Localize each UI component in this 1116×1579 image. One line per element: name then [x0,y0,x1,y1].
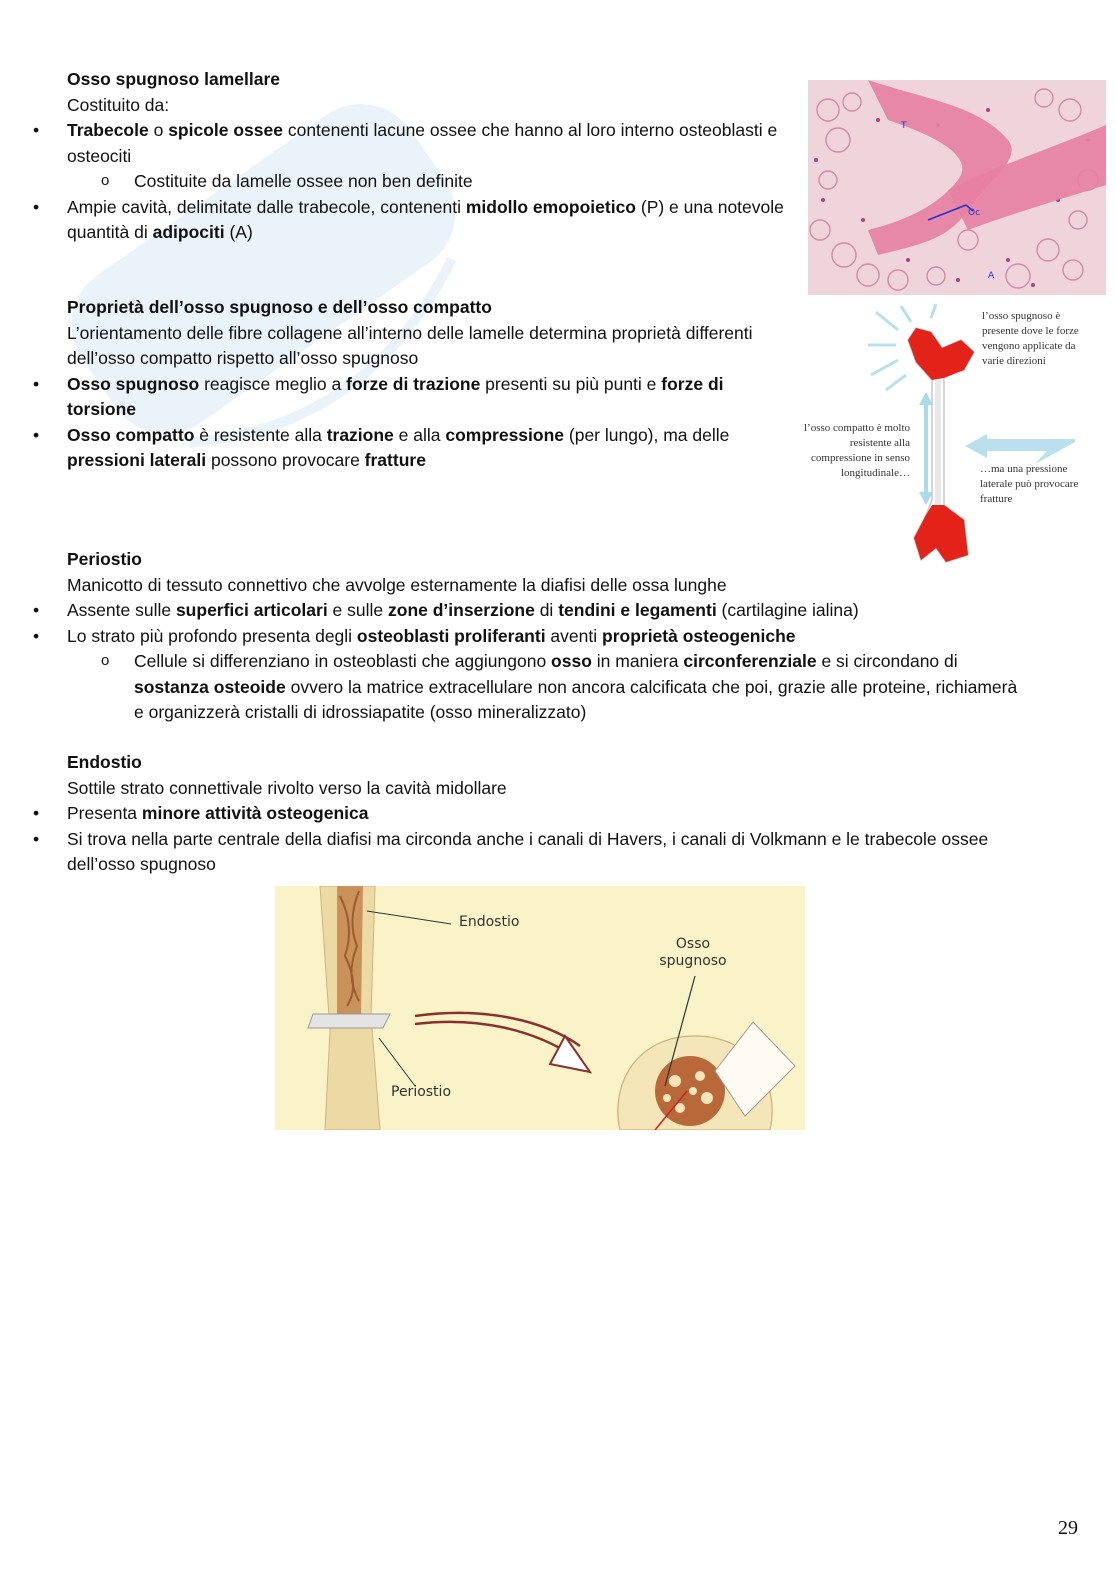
section-intro: Costituito da: [67,94,170,115]
section-intro: Sottile strato connettivale rivolto verso la cavità midollare [67,777,507,798]
femur-caption-right: …ma una pressione laterale può provocare fratture [980,463,1079,505]
list-item: • Si trova nella parte centrale della diafisi ma circonda anche i canali di Havers, i canali di Volkmann e le trabecole ossee dell’osso spugnoso [0,827,1027,878]
label-periostio: Periostio [391,1084,452,1100]
femur-caption-top: l’osso spugnoso è presente dove le forze vengono applicate da varie direzioni [982,310,1079,367]
list-item: • Ampie cavità, delimitate dalle trabecole, contenenti midollo emopoietico (P) e una notevole quantità di adipociti (A) [0,195,787,246]
label-endostio: Endostio [459,914,520,930]
section-periostio [67,547,1027,726]
section-title: Endostio [67,752,142,772]
list-item: • Osso spugnoso reagisce meglio a forze di trazione presenti su più punti e forze di torsione [0,372,757,423]
section-title: Periostio [67,549,142,569]
list-subitem: o Costituite da lamelle ossee non ben definite [0,169,787,195]
page-number: 29 [1058,1517,1078,1539]
label-oc: Oc [968,208,981,218]
list-item: • Osso compatto è resistente alla trazione e alla compressione (per lungo), ma delle pressioni laterali possono provocare fratture [0,423,757,474]
bone-section-illustration [275,886,805,1130]
bullet-list [0,372,757,474]
bullet-list [0,598,1027,726]
bullet-list [0,118,787,246]
list-subitem: o Cellule si differenziano in osteoblasti che aggiungono osso in maniera circonferenziale e si circondano di sostanza osteoide ovvero la matrice extracellulare non ancora calcificata che poi, grazie alle proteine, richiamerà e organizzerà cristalli di idrossiapatite (osso mineralizzato) [0,649,1027,726]
histology-image [808,80,1106,295]
section-endostio [67,750,1027,878]
label-osso-spugnoso: Osso spugnoso [659,936,727,969]
list-item: • Trabecole o spicole ossee contenenti lacune ossee che hanno al loro interno osteoblasti e osteociti [0,118,787,169]
list-item: • Lo strato più profondo presenta degli osteoblasti proliferanti aventi proprietà osteogeniche [0,624,1027,650]
lateral-pressure-arrow [965,434,1075,464]
label-a: A [988,271,995,281]
section-osso-spugnoso-lamellare [67,67,787,246]
section-intro: L’orientamento delle fibre collagene all’interno delle lamelle determina proprietà differenti dell’osso compatto rispetto all’osso spugnoso [67,322,753,368]
bullet-list [0,801,1027,878]
section-proprieta [67,295,757,474]
section-title: Osso spugnoso lamellare [67,69,280,89]
femur-caption-left: l’osso compatto è molto resistente alla compressione in senso longitudinale… [803,422,910,479]
list-item: • Presenta minore attività osteogenica [0,801,1027,827]
section-intro: Manicotto di tessuto connettivo che avvolge esternamente la diafisi delle ossa lunghe [67,574,727,595]
label-t: T [901,121,907,131]
list-item: • Assente sulle superfici articolari e sulle zone d’inserzione di tendini e legamenti (cartilagine ialina) [0,598,1027,624]
section-title: Proprietà dell’osso spugnoso e dell’osso compatto [67,297,492,317]
